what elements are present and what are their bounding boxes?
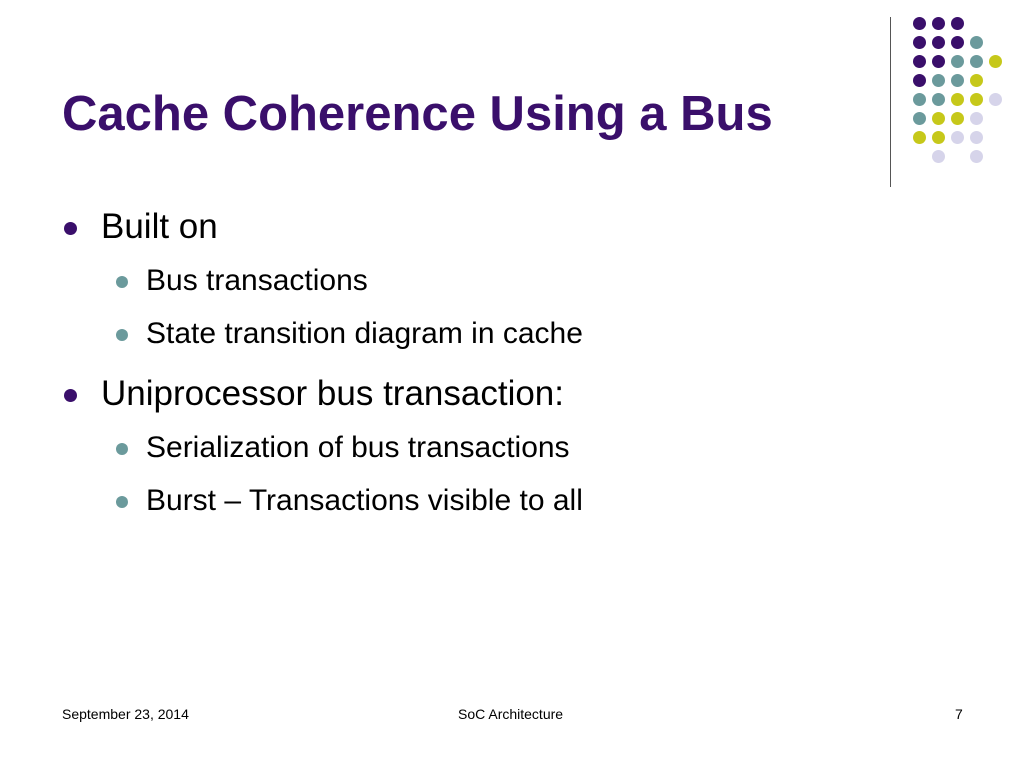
bullet-text: State transition diagram in cache [146,317,583,350]
bullet-dot-icon [116,276,128,288]
footer-title: SoC Architecture [458,706,564,722]
bullet-text: Uniprocessor bus transaction: [101,374,564,413]
bullet-text: Serialization of bus transactions [146,431,570,464]
bullet-text: Burst – Transactions visible to all [146,484,583,517]
footer-page-number: 7 [955,706,963,722]
bullet-text: Bus transactions [146,264,368,297]
bullet-dot-icon [64,222,77,235]
bullet-text: Built on [101,207,218,246]
bullet-dot-icon [64,389,77,402]
bullet-dot-icon [116,329,128,341]
bullet-dot-icon [116,443,128,455]
footer-date: September 23, 2014 [62,706,189,722]
bullet-dot-icon [116,496,128,508]
slide-title: Cache Coherence Using a Bus [62,87,773,141]
